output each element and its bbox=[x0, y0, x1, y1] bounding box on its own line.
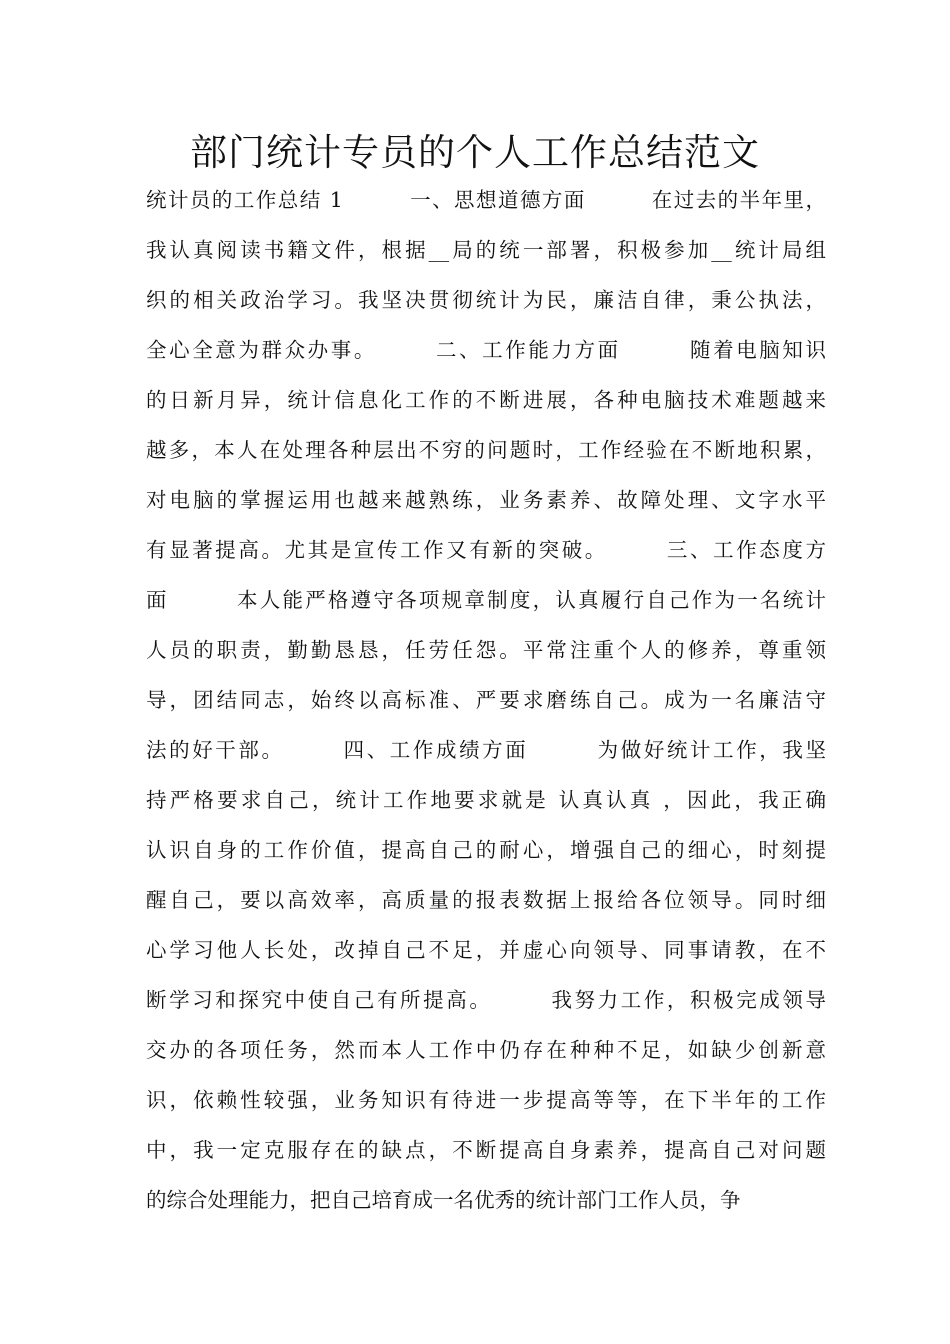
body-line: 对电脑的掌握运用也越来越熟练，业务素养、故障处理、文字水平 bbox=[146, 488, 826, 512]
body-line: 的日新月异，统计信息化工作的不断进展，各种电脑技术难题越来 bbox=[146, 388, 826, 412]
body-line: 识，依赖性较强，业务知识有待进一步提高等等，在下半年的工作 bbox=[146, 1088, 826, 1112]
body-line: 中，我一定克服存在的缺点，不断提高自身素养，提高自己对问题 bbox=[146, 1138, 826, 1162]
body-line: 持严格要求自己，统计工作地要求就是 认真认真 ，因此，我正确 bbox=[146, 788, 826, 812]
body-line: 交办的各项任务，然而本人工作中仍存在种种不足，如缺少创新意 bbox=[146, 1038, 826, 1062]
body-line: 醒自己，要以高效率，高质量的报表数据上报给各位领导。同时细 bbox=[146, 888, 826, 912]
document-title: 部门统计专员的个人工作总结范文 bbox=[190, 131, 760, 174]
body-line: 全心全意为群众办事。 二、工作能力方面 随着电脑知识 bbox=[146, 338, 826, 362]
document-body bbox=[146, 183, 826, 1233]
body-line: 我认真阅读书籍文件，根据__局的统一部署，积极参加__统计局组 bbox=[146, 238, 826, 262]
body-line: 心学习他人长处，改掉自己不足，并虚心向领导、同事请教，在不 bbox=[146, 938, 826, 962]
body-line: 面 本人能严格遵守各项规章制度，认真履行自己作为一名统计 bbox=[146, 588, 826, 612]
body-line: 有显著提高。尤其是宣传工作又有新的突破。 三、工作态度方 bbox=[146, 538, 826, 562]
body-line: 的综合处理能力，把自己培育成一名优秀的统计部门工作人员，争 bbox=[146, 1188, 741, 1212]
body-line: 人员的职责，勤勤恳恳，任劳任怨。平常注重个人的修养，尊重领 bbox=[146, 638, 826, 662]
body-line: 导，团结同志，始终以高标准、严要求磨练自己。成为一名廉洁守 bbox=[146, 688, 826, 712]
body-line: 统计员的工作总结 1 一、思想道德方面 在过去的半年里， bbox=[146, 188, 826, 212]
body-line: 认识自身的工作价值，提高自己的耐心，增强自己的细心，时刻提 bbox=[146, 838, 826, 862]
body-line: 断学习和探究中使自己有所提高。 我努力工作，积极完成领导 bbox=[146, 988, 826, 1012]
body-line: 织的相关政治学习。我坚决贯彻统计为民，廉洁自律，秉公执法， bbox=[146, 288, 826, 312]
body-line: 法的好干部。 四、工作成绩方面 为做好统计工作，我坚 bbox=[146, 738, 826, 762]
body-line: 越多，本人在处理各种层出不穷的问题时，工作经验在不断地积累， bbox=[146, 438, 826, 462]
